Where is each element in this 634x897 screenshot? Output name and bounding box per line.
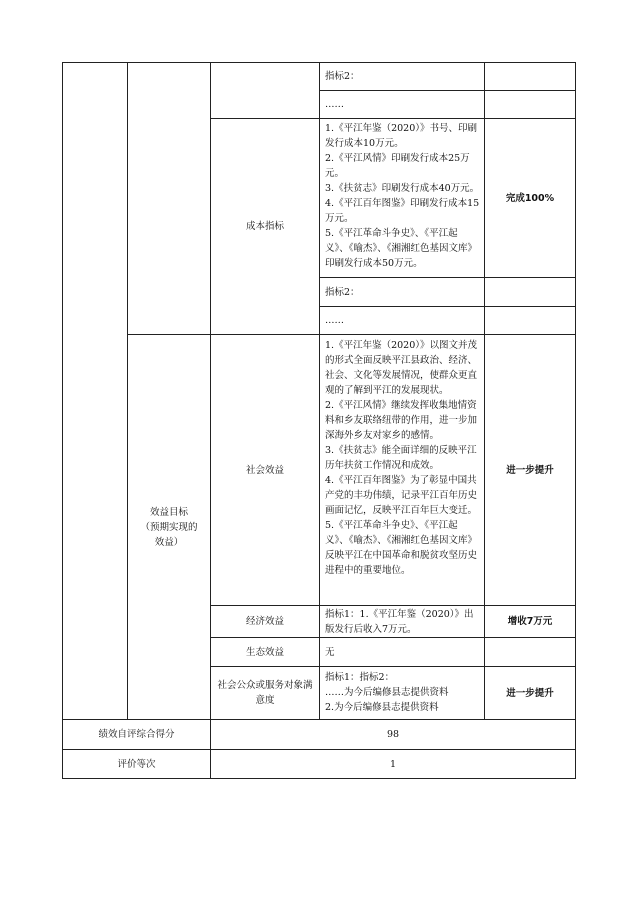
satisfaction-item: ……为今后编修县志提供资料 [325,687,449,698]
cost-item: 2.《平江风情》印刷发行成本25万元。 [325,153,470,179]
cost-result: 完成100% [505,192,555,204]
benefit-target-label [128,335,210,719]
cost-indicator-label: 成本指标 [245,221,284,232]
cost-ellipsis: …… [325,315,344,326]
social-benefit-result: 进一步提升 [506,464,554,476]
cost-item: 5.《平江革命斗争史》、《平江起义》、《喻杰》、《湘湘红色基因文库》印刷发行成本50万元。 [325,228,478,269]
satisfaction-item: 2.为今后编修县志提供资料 [325,702,439,713]
social-item: 2.《平江风情》继续发挥收集地情资料和乡友联络纽带的作用，进一步加深海外乡友对家乡的感情。 [325,400,478,441]
cost-item: 1.《平江年鉴（2020）》书号、印刷发行成本10万元。 [325,123,477,149]
satisfaction-item: 指标1：指标2： [325,672,395,683]
border-left [62,62,63,779]
economic-benefit-label: 经济效益 [245,616,284,627]
social-item: 5.《平江革命斗争史》、《平江起义》、《喻杰》、《湘湘红色基因文库》反映平江在中国革命和脱贫攻坚历史进程中的重要地位。 [325,520,478,576]
social-benefit-content [320,338,484,605]
satisfaction-content [320,670,484,718]
border-right [575,62,576,779]
cost-item: 3.《扶贫志》印刷发行成本40万元。 [325,183,480,194]
score-label: 绩效自评综合得分 [98,729,175,740]
score-value: 98 [386,729,400,740]
grade-value: 1 [389,758,397,770]
output-ellipsis: …… [325,99,344,110]
benefit-target-line: （预期实现的 [140,521,198,533]
social-item: 3.《扶贫志》能全面详细的反映平江历年扶贫工作情况和成效。 [325,445,477,471]
satisfaction-result: 进一步提升 [506,687,554,699]
output-indicator2: 指标2： [325,71,360,82]
satisfaction-label: 社会公众或服务对象满意度 [217,680,313,706]
grade-label: 评价等次 [117,758,156,770]
border-bottom [62,778,575,779]
cost-indicator-content [320,121,484,277]
benefit-target-line: 效益目标 [149,506,188,518]
social-item: 1.《平江年鉴（2020）》以图文并茂的形式全面反映平江县政治、经济、社会、文化等发展情况，使群众更直观的了解到平江的发展现状。 [325,340,478,396]
ecological-benefit-label: 生态效益 [245,646,284,658]
social-item: 4.《平江百年图鉴》为了彰显中国共产党的丰功伟绩，记录平江百年历史画面记忆，反映平江百年巨大变迁。 [325,475,478,516]
social-benefit-label: 社会效益 [245,464,284,476]
economic-benefit-result: 增收7万元 [507,616,553,627]
benefit-target-line: 效益） [154,536,184,548]
cost-item: 4.《平江百年图鉴》印刷发行成本15万元。 [325,198,480,224]
ecological-benefit-content: 无 [325,646,335,658]
cost-indicator2: 指标2： [325,286,360,298]
economic-benefit-content: 指标1：1.《平江年鉴（2020）》出版发行后收入7万元。 [325,608,474,635]
